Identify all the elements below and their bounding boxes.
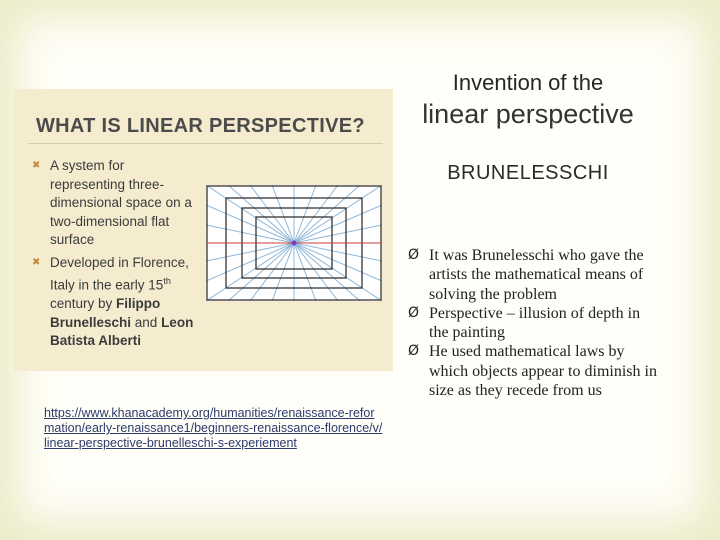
linear-perspective-image — [14, 89, 393, 371]
khan-academy-link[interactable]: https://www.khanacademy.org/humanities/renaissance-reformation/early-renaissance1/beginners-renaissance-florence/v/linear-perspective-brunelleschi-s-experiement — [44, 406, 383, 451]
x-bullet-icon: ✖ — [32, 160, 41, 171]
slide-title-line1: Invention of the — [452, 70, 604, 95]
bullet-item: Ø It was Brunelesschi who gave the artists the mathematical means of solving the problem — [408, 247, 644, 303]
slide-subtitle: BRUNELESSCHI — [447, 162, 609, 184]
arrow-bullet-icon: Ø — [408, 247, 420, 263]
arrow-bullet-icon: Ø — [408, 343, 420, 360]
slide-title-line2: linear perspective — [422, 99, 634, 129]
x-bullet-icon: ✖ — [32, 256, 41, 268]
bullet-item: Ø Perspective – illusion of depth in the painting — [408, 304, 641, 342]
image-heading: WHAT IS LINEAR PERSPECTIVE? — [36, 115, 365, 137]
image-bullet-list — [32, 157, 202, 355]
image-bullet-item: ✖ A system for representing three-dimensional space on a two-dimensional flat surface — [32, 158, 192, 247]
perspective-grid-icon — [206, 185, 382, 301]
image-bullet-item: ✖ Developed in Florence, Italy in the early 15th century by Filippo Brunelleschi and Leon Batista Alberti — [32, 254, 194, 348]
bullet-item: Ø He used mathematical laws by which objects appear to diminish in size as they recede from us — [408, 343, 657, 400]
bullet-list — [408, 246, 660, 400]
arrow-bullet-icon: Ø — [408, 304, 420, 321]
image-divider — [28, 143, 383, 144]
